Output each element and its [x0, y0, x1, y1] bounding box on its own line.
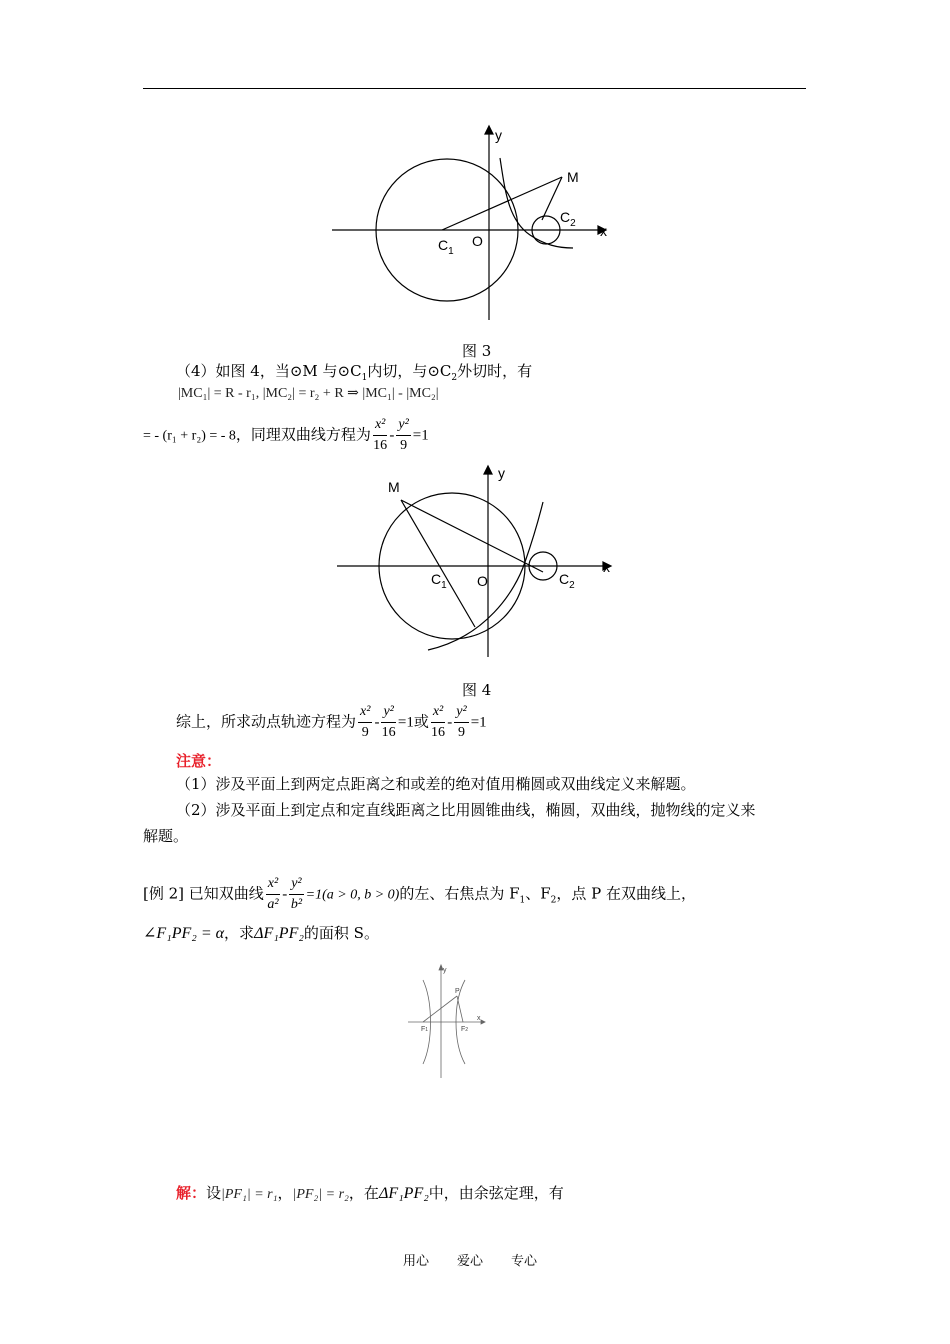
summary-eq-1: =1	[397, 714, 414, 731]
summary-frac-2: $\frac{\text{y²}}{16}$	[381, 704, 396, 740]
svg-text:F1	[421, 1026, 428, 1033]
fig4-M-label: M	[388, 479, 400, 495]
para4-line1	[176, 364, 532, 383]
fig5-F1-sub: 1	[425, 1027, 429, 1033]
fig3-C2-label: C	[560, 209, 571, 225]
fig5-F2-label: F	[461, 1026, 466, 1033]
example2-minus: -	[282, 886, 288, 903]
example2-sub1: 1	[519, 895, 526, 906]
fig4-C1-sub: 1	[441, 580, 447, 591]
para4-eq-line1: |MC₁| = R - r₁, |MC₂| = r₂ + R ⇒ |MC₁| - |MC₂|	[178, 386, 439, 401]
header-rule	[143, 88, 806, 89]
fig5-F1-label: F	[421, 1026, 426, 1033]
svg-text:C2	[560, 209, 576, 229]
para4-prefix: （4）如图 4，当	[176, 362, 290, 380]
para4-eq: =1	[412, 427, 429, 444]
fig3-y-label: y	[495, 127, 502, 143]
svg-text:C1	[438, 237, 454, 257]
para4-eq-line2	[143, 418, 429, 453]
fig3-M-label: M	[567, 169, 579, 185]
example2-frac-1: $\frac{\text{x²}}{\text{a²}}$	[267, 876, 279, 912]
example2-sub2: 2	[550, 895, 557, 906]
solution-triangle: ΔF₁PF₂	[378, 1185, 429, 1202]
summary-frac-3: $\frac{\text{x²}}{16}$	[431, 704, 446, 740]
notes-item-2-line-2: 解题。	[143, 827, 189, 845]
summary-eq-2: =1	[470, 714, 487, 731]
summary-minus-2: -	[447, 714, 453, 731]
fig3-x-label: x	[600, 223, 607, 239]
footer-b: 爱心	[457, 1254, 484, 1269]
notes-item-2-line-1: （2）涉及平面上到定点和定直线距离之比用圆锥曲线，椭圆，双曲线，抛物线的定义来	[176, 801, 756, 819]
example2-text3: ，点 P 在双曲线上，	[556, 884, 697, 903]
example2-text2: 、F	[525, 884, 551, 903]
fig4-x-label: x	[603, 559, 610, 575]
svg-text:C2	[559, 571, 575, 591]
para4-frac-b: $\frac{\text{y²}}{9}$	[398, 417, 409, 453]
solution-comma: ，	[277, 1184, 293, 1202]
example2-triangle: ΔF₁PF₂	[254, 925, 304, 942]
example2-frac-2: $\frac{\text{y²}}{\text{b²}}$	[290, 876, 303, 912]
para4-mid: 内切，与⊙C	[367, 362, 452, 380]
fig4-C2-sub: 2	[569, 580, 575, 591]
solution-text2: ，在	[348, 1184, 379, 1202]
example2-mid: ，求	[224, 924, 255, 942]
figure-4-caption: 图 4	[462, 681, 492, 699]
solution-text3: 中，由余弦定理，有	[428, 1184, 564, 1202]
footer-c: 专心	[511, 1254, 538, 1269]
fig5-F2-sub: 2	[465, 1027, 469, 1033]
para4-eq2-mid: ，同理双曲线方程为	[235, 425, 371, 444]
para4-eq2-prefix: = - (r₁ + r₂) = - 8	[143, 428, 236, 444]
example2-cond: =1(a > 0, b > 0)	[305, 887, 400, 903]
solution-heading: 解：	[176, 1184, 207, 1202]
summary-prefix: 综上，所求动点轨迹方程为	[176, 712, 357, 731]
fig4-y-label: y	[498, 465, 505, 481]
figure-3-caption: 图 3	[462, 342, 492, 360]
fig4-C1-label: C	[431, 571, 442, 587]
fig3-C1-sub: 1	[448, 246, 454, 257]
fig3-O-label: O	[472, 233, 483, 249]
summary-or: 或	[413, 712, 429, 731]
solution-line	[176, 1186, 564, 1202]
summary-minus-1: -	[374, 714, 380, 731]
fig5-x-label: x	[477, 1015, 481, 1022]
para4-sub2: 2	[451, 373, 458, 383]
example2-prefix: [例 2] 已知双曲线	[143, 884, 264, 903]
fig4-O-label: O	[477, 573, 488, 589]
summary-frac-4: $\frac{\text{y²}}{9}$	[456, 704, 467, 740]
summary-line	[176, 705, 487, 740]
figure-5-diagram	[405, 962, 490, 1082]
solution-eq2: |PF₂| = r₂	[292, 1187, 349, 1202]
summary-frac-1: $\frac{\text{x²}}{9}$	[360, 704, 371, 740]
para4-end: 外切时，有	[457, 362, 533, 380]
example2-text1: 的左、右焦点为 F	[399, 884, 520, 903]
example2-angle: ∠F₁PF₂ = α	[143, 925, 225, 942]
fig3-C1-label: C	[438, 237, 449, 253]
svg-text:F2	[461, 1026, 468, 1033]
para4-sub1: 1	[361, 373, 368, 383]
figure-4-diagram	[335, 462, 625, 662]
para4-frac-a: $\frac{\text{x²}}{16}$	[373, 417, 388, 453]
example2-end: 的面积 S。	[303, 924, 379, 942]
solution-eq1: |PF₁| = r₁	[221, 1187, 278, 1202]
fig5-P-label: P	[455, 988, 460, 995]
notes-item-1: （1）涉及平面上到两定点距离之和或差的绝对值用椭圆或双曲线定义来解题。	[176, 775, 696, 793]
example2-line1	[143, 877, 696, 912]
fig3-C2-sub: 2	[570, 218, 576, 229]
figure-3-diagram	[330, 120, 620, 325]
fig4-C2-label: C	[559, 571, 570, 587]
solution-text1: 设	[206, 1184, 222, 1202]
notes-heading: 注意：	[176, 752, 222, 770]
para4-minus: -	[389, 427, 395, 444]
example2-line2	[143, 926, 379, 942]
footer-a: 用心	[403, 1254, 430, 1269]
footer	[403, 1250, 537, 1269]
fig5-y-label: y	[443, 967, 447, 974]
para4-odot1: ⊙M 与⊙C	[289, 362, 362, 380]
